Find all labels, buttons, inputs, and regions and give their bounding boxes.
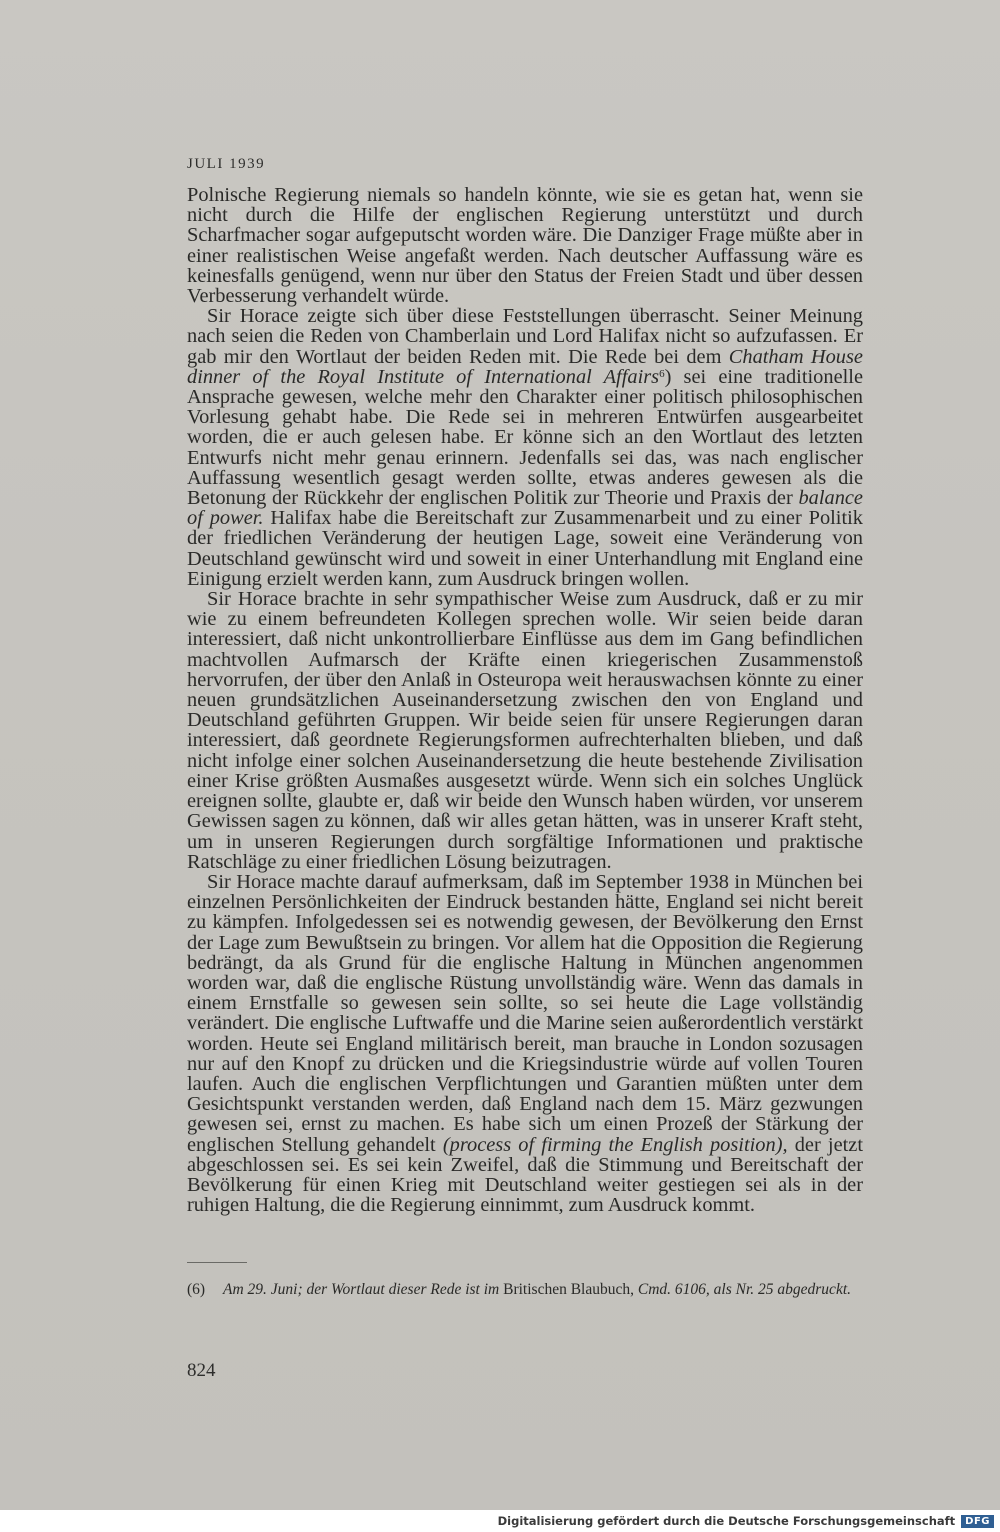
paragraph-3	[187, 589, 863, 872]
digitization-footer	[0, 1510, 1000, 1532]
paragraph-4-text-a: Sir Horace machte darauf aufmerksam, daß im September 1938 in München bei einzelnen Persönlichkeiten der Eindruck bestanden hätte, England sei nicht bereit zu kämpfen. Infolgedessen sei es notwendig gewesen, der Bevölkerung den Ernst der Lage zum Bewußtsein zu bringen. Vor allem hat die Opposition die Regierung bedrängt, da als Grund für die englische Haltung in München angenommen worden war, daß die englische Rüstung unvollständig wäre. Wenn das damals in einem Ernstfalle so gewesen sein sollte, so sei heute die Lage vollständig verändert. Die englische Luftwaffe und die Marine seien außerordentlich verstärkt worden. Heute sei England militärisch bereit, man brauche in London sozusagen nur auf den Knopf zu drücken und die Kriegsindustrie würde auf vollen Touren laufen. Auch die englischen Verpflichtungen und Garantien müßten unter dem Gesichtspunkt verstanden werden, daß England nach dem 15. März gezwungen gewesen sei, ernst zu machen. Es habe sich um einen Prozeß der Stärkung der englischen Stellung gehandelt	[187, 870, 863, 1156]
paragraph-2-text-a: Sir Horace zeigte sich über diese Feststellungen überrascht. Seiner Meinung nach seien die Reden von Chamberlain und Lord Halifax nicht so aufzufassen. Er gab mir den Wortlaut der beiden Reden mit. Die Rede bei dem	[187, 305, 863, 368]
paragraph-2-italic-term: balance of power.	[187, 487, 863, 530]
paragraph-4-italic-phrase: (process of firming the English position),	[442, 1133, 788, 1156]
paragraph-3-text: Sir Horace brachte in sehr sympathischer Weise zum Ausdruck, daß er zu mir wie zu einem befreundeten Kollegen sprechen wolle. Wir seien beide daran interessiert, daß nicht unkontrollierbare Einflüsse aus dem im Gang befindlichen machtvollen Aufmarsch der Kräfte einen kriegerischen Zusammenstoß hervorrufen, der über den Anlaß in Osteuropa weit herauswachsen könnte zu einer neuen grundsätzlichen Auseinandersetzung zwischen den von England und Deutschland geführten Gruppen. Wir beide seien für unsere Regierungen daran interessiert, daß geordnete Regierungsformen aufrechterhalten blieben, und daß nicht infolge einer solchen Auseinandersetzung die heute bestehende Zivilisation einer Krise größten Ausmaßes ausgesetzt würde. Wenn sich ein solches Unglück ereignen sollte, glaubte er, daß wir beide den Wunsch haben würden, vor unserem Gewissen sagen zu können, daß wir alles getan hätten, was in unserer Kraft steht, um in unseren Regierungen durch sorgfältige Informationen und praktische Ratschläge zu einer friedlichen Lösung beizutragen.	[187, 588, 863, 873]
footnote-text	[223, 1281, 863, 1299]
footnote-divider	[187, 1262, 247, 1263]
paragraph-2-text-c: Halifax habe die Bereitschaft zur Zusammenarbeit und zu einer Politik der friedlichen Veränderung der heutigen Lage, soweit eine Veränderung von Deutschland gewünscht wird und soweit in einer Unterhandlung mit England eine Einigung erzielt werden kann, zum Ausdruck bringen wollen.	[187, 507, 863, 590]
footnote	[187, 1281, 863, 1299]
footnote-source: Britischen Blaubuch,	[503, 1281, 634, 1298]
footnote-reference: 6	[659, 367, 665, 380]
page-number: 824	[187, 1360, 216, 1381]
running-head: JULI 1939	[187, 156, 266, 172]
paragraph-4	[187, 872, 863, 1215]
paragraph-2-italic-title: Chatham House dinner of the Royal Institute of International Affairs	[187, 345, 863, 388]
footnote-text-b: Cmd. 6106, als Nr. 25 abgedruckt.	[634, 1281, 851, 1298]
paragraph-1-text: Polnische Regierung niemals so handeln könnte, wie sie es getan hat, wenn sie nicht durch die Hilfe der englischen Regierung unterstützt und durch Scharfmacher sogar aufgeputscht worden wäre. Die Danziger Frage müßte aber in einer realistischen Weise angefaßt werden. Nach deutscher Auffassung wäre es keinesfalls genügend, wenn nur über den Status der Freien Stadt und über dessen Verbesserung verhandelt würde.	[187, 184, 863, 308]
paragraph-4-text-b: der jetzt abgeschlossen sei. Es sei kein Zweifel, daß die Stimmung und Bereitschaft der Bevölkerung für einen Krieg mit Deutschland weiter gestiegen sei als in der ruhigen Haltung, die die Regierung einnimmt, zum Ausdruck kommt.	[187, 1133, 863, 1217]
digitization-credit: Digitalisierung gefördert durch die Deutsche Forschungsgemeinschaft	[497, 1514, 956, 1528]
paragraph-1	[187, 185, 863, 306]
paragraph-2	[187, 306, 863, 589]
body-text	[187, 185, 863, 1215]
footnote-text-a: Am 29. Juni; der Wortlaut dieser Rede ist im	[223, 1281, 504, 1298]
dfg-logo: DFG	[961, 1515, 994, 1528]
paragraph-2-text-b: ) sei eine traditionelle Ansprache gewesen, welche mehr den Charakter einer politisch philosophischen Vorlesung gehabt habe. Die Rede sei in mehreren Entwürfen ausgearbeitet worden, die er auch gelesen habe. Er könne sich an den Wortlaut des letzten Entwurfs nicht mehr genau erinnern. Jedenfalls sei das, was nach englischer Auffassung wesentlich gesagt werden sollte, etwas anderes gewesen als die Betonung der Rückkehr der englischen Politik zur Theorie und Praxis der	[187, 365, 863, 510]
footnote-mark: (6)	[187, 1281, 206, 1298]
